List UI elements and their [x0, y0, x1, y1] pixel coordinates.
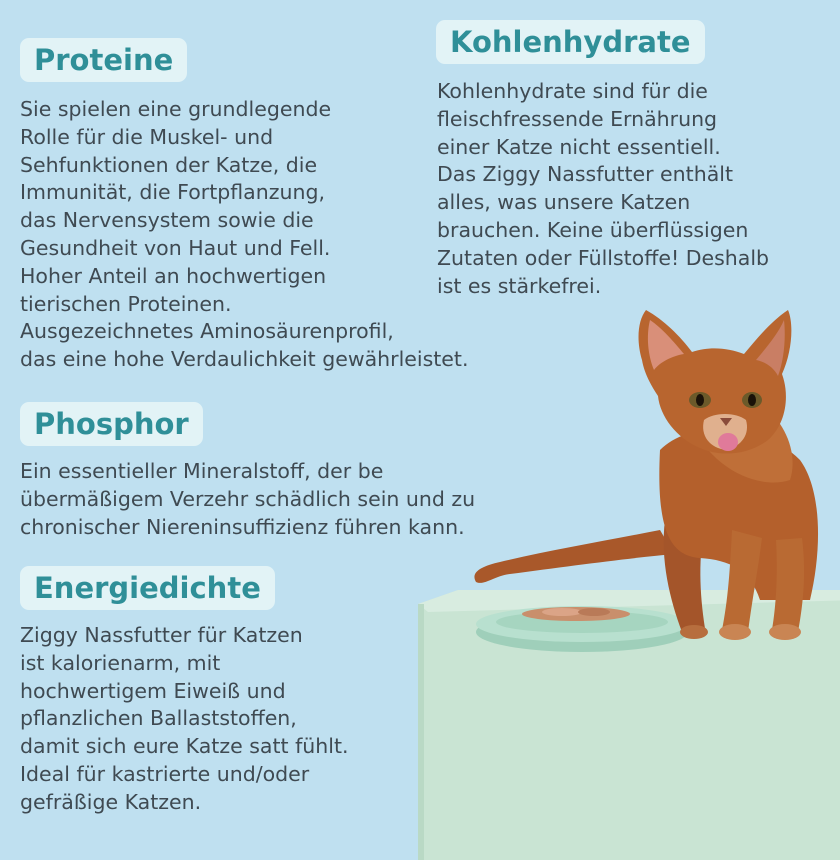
section-title-phosphor: Phosphor — [20, 402, 203, 446]
text-line: Zutaten oder Füllstoffe! Deshalb — [437, 245, 770, 270]
text-line: Ziggy Nassfutter für Katzen — [20, 623, 303, 647]
text-line: ist es stärkefrei. — [437, 273, 602, 298]
text-line: chronischer Niereninsuffizienz führen kann. — [20, 514, 465, 539]
text-line: übermäßigem Verzehr schädlich sein und zu — [20, 486, 476, 511]
text-line: gefräßige Katzen. — [20, 789, 202, 814]
text-line: Hoher Anteil an hochwertigen — [20, 263, 327, 288]
section-text-proteine — [20, 96, 468, 374]
text-line: einer Katze nicht essentiell. — [437, 134, 721, 159]
section-text-energiedichte — [20, 622, 349, 817]
cat-image — [460, 300, 840, 660]
text-line: fleischfressende Ernährung — [437, 106, 718, 131]
section-title-energiedichte: Energiedichte — [20, 566, 275, 610]
section-title-proteine: Proteine — [20, 38, 187, 82]
text-line: Ideal für kastrierte und/oder — [20, 761, 310, 786]
section-text-phosphor — [20, 458, 475, 541]
text-line: Kohlenhydrate sind für die — [437, 79, 708, 103]
text-line: ist kalorienarm, mit — [20, 650, 221, 675]
text-line: tierischen Proteinen. — [20, 291, 232, 316]
text-line: Ausgezeichnetes Aminosäurenprofil, — [20, 319, 394, 344]
text-line: Sehfunktionen der Katze, die — [20, 152, 318, 177]
text-line: Das Ziggy Nassfutter enthält — [437, 162, 733, 187]
section-title-kohlenhydrate: Kohlenhydrate — [436, 20, 705, 64]
text-line: Rolle für die Muskel- und — [20, 124, 274, 149]
text-line: das Nervensystem sowie die — [20, 208, 314, 233]
text-line: Sie spielen eine grundlegende — [20, 97, 332, 121]
section-text-kohlenhydrate — [437, 78, 769, 300]
text-line: Immunität, die Fortpflanzung, — [20, 180, 325, 205]
text-line: das eine hohe Verdaulichkeit gewährleistet. — [20, 347, 469, 372]
text-line: alles, was unsere Katzen — [437, 190, 691, 215]
text-line: Ein essentieller Mineralstoff, der be — [20, 459, 384, 483]
text-line: hochwertigem Eiweiß und — [20, 678, 286, 703]
text-line: damit sich eure Katze satt fühlt. — [20, 734, 349, 759]
text-line: brauchen. Keine überflüssigen — [437, 217, 749, 242]
text-line: pflanzlichen Ballaststoffen, — [20, 706, 297, 731]
text-line: Gesundheit von Haut und Fell. — [20, 235, 331, 260]
